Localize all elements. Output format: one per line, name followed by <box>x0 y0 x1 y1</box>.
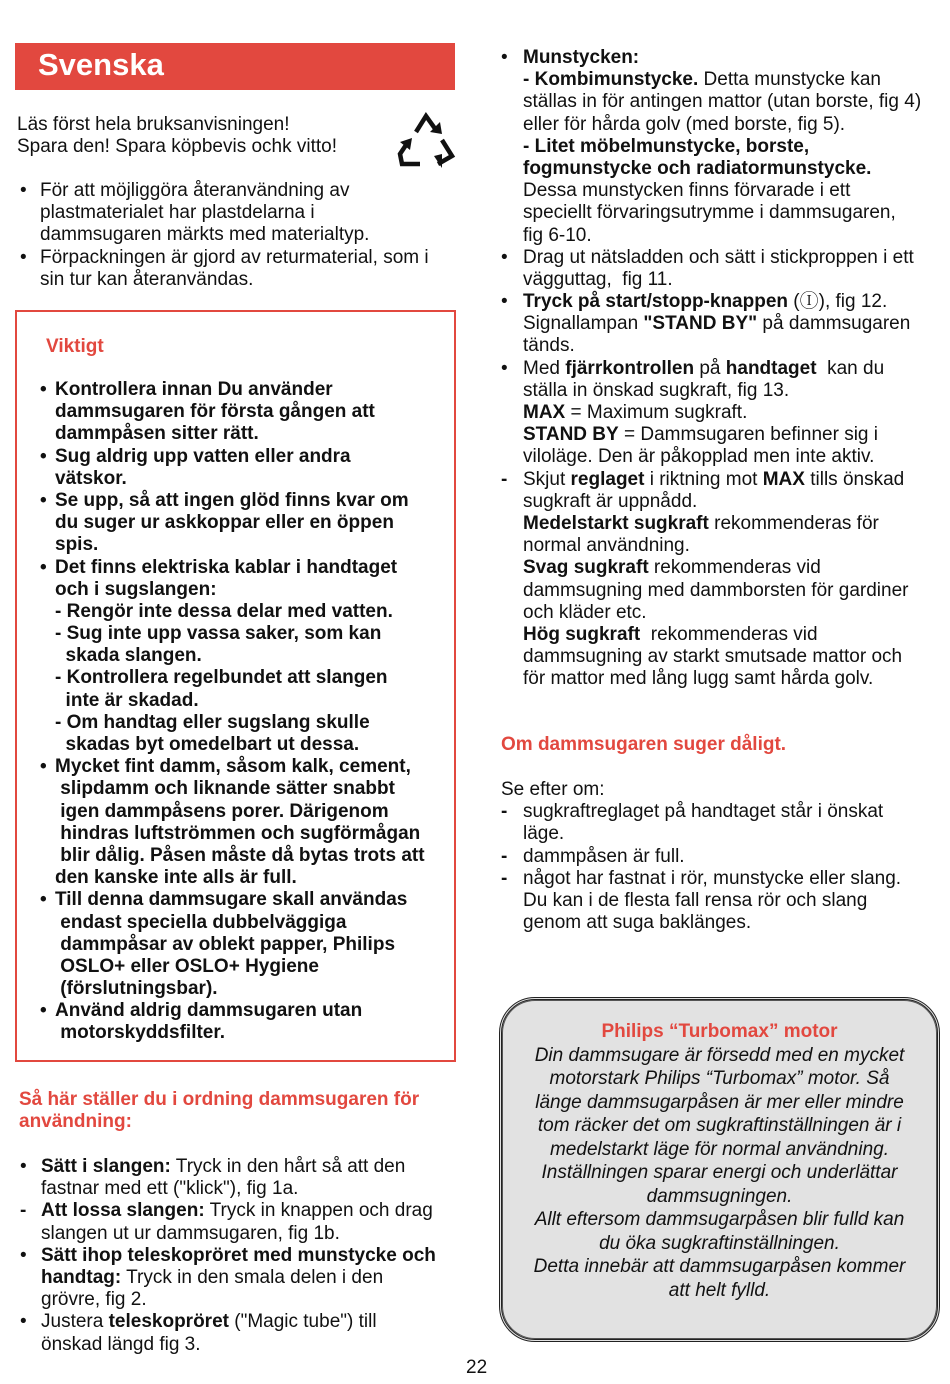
text-line <box>40 446 425 468</box>
dash-marker: - <box>501 867 508 889</box>
bullet-icon: • <box>20 1244 27 1266</box>
text-segment: Kontrollera innan Du använder <box>55 379 333 400</box>
text-segment: Se upp, så att ingen glöd finns kvar om <box>55 489 409 511</box>
text-line <box>501 47 921 69</box>
text-segment: Sätt ihop teleskopröret med munstycke och <box>41 1244 436 1266</box>
bullet-icon: • <box>40 489 47 511</box>
bullet-icon: • <box>40 889 47 911</box>
text-line <box>501 313 921 335</box>
text-segment: rekommenderas vid <box>640 623 818 645</box>
text-line <box>20 1334 436 1356</box>
turbomax-text-line: Allt eftersom dammsugarpåsen blir fulld kan <box>534 1209 905 1230</box>
text-segment: - Litet möbelmunstycke, borste, <box>523 135 810 157</box>
text-segment: Tryck in knappen och drag <box>204 1200 433 1222</box>
text-segment: hindras luftströmmen och sugförmågan <box>55 822 421 844</box>
bullet-icon: • <box>20 1156 27 1177</box>
text-segment: fogmunstycke och radiatormunstycke. <box>523 157 872 179</box>
text-segment: igen dammpåsens porer. Därigenom <box>55 800 389 822</box>
text-line <box>40 712 425 734</box>
turbomax-text-line: att helt fylld. <box>668 1279 771 1301</box>
text-line <box>40 468 425 490</box>
text-segment: MAX <box>762 468 805 490</box>
text-segment: plastmaterialet har plastdelarna i <box>40 202 315 224</box>
text-segment: du suger ur askkoppar eller en öppen <box>55 512 394 534</box>
text-segment: spis. <box>55 534 99 556</box>
text-segment: normal användning. <box>523 535 690 557</box>
text-segment: dammsugning med dammborsten för gardiner <box>523 579 909 601</box>
text-segment: - Kontrollera regelbundet att slangen <box>55 667 388 689</box>
text-segment: Att lossa slangen: <box>41 1200 205 1222</box>
text-segment: Se efter om: <box>501 779 605 800</box>
text-segment: dammpåsar av oblekt papper, Philips <box>55 933 396 955</box>
text-line <box>40 823 425 845</box>
text-line <box>501 890 901 912</box>
text-line <box>40 512 425 534</box>
text-line <box>501 91 921 113</box>
text-segment: Mycket fint damm, såsom kalk, cement, <box>55 756 411 778</box>
text-segment: Spara den! Spara köpbevis ochk vitto! <box>17 136 338 158</box>
text-segment: handtag: <box>41 1266 122 1288</box>
text-line <box>20 1200 436 1222</box>
bullet-icon: • <box>501 47 508 68</box>
text-segment: Läs först hela bruksanvisningen! <box>17 114 290 135</box>
text-segment: Till denna dammsugare skall användas <box>55 889 408 911</box>
text-segment: dammsugaren märkts med materialtyp. <box>40 224 370 246</box>
text-segment: dammsugning av starkt smutsade mattor och <box>523 646 903 668</box>
text-segment: skada slangen. <box>55 645 202 667</box>
text-line <box>501 823 901 845</box>
bullet-icon: • <box>40 756 47 778</box>
text-segment: Med <box>523 357 566 379</box>
text-segment: Justera <box>41 1311 109 1333</box>
text-segment: = Maximum sugkraft. <box>565 402 748 423</box>
text-line <box>501 557 921 579</box>
turbomax-text-line: länge dammsugarpåsen är mer eller mindre <box>535 1091 904 1113</box>
text-line <box>40 579 425 601</box>
setup-list <box>20 1156 436 1356</box>
text-line <box>501 69 921 91</box>
turbomax-text-line: Inställningen sparar energi och underlättar <box>541 1162 898 1183</box>
text-line <box>20 180 429 202</box>
text-line <box>501 779 901 801</box>
text-segment: sugkraftreglaget på handtaget står i önskat <box>523 801 884 823</box>
text-line <box>40 423 425 445</box>
text-segment: OSLO+ eller OSLO+ Hygiene <box>55 955 319 977</box>
text-segment: den kanske inte alls är full. <box>55 867 297 889</box>
turbomax-text-line: motorstark Philips “Turbomax” motor. Så <box>549 1068 890 1089</box>
text-line <box>20 269 429 291</box>
text-segment: Tryck in den hårt så att den <box>170 1156 406 1177</box>
text-line <box>501 912 901 934</box>
text-line <box>40 756 425 778</box>
bullet-icon: • <box>40 1000 47 1022</box>
text-line <box>501 335 921 357</box>
dash-marker: - <box>501 801 508 823</box>
text-segment: grövre, fig 2. <box>41 1289 147 1311</box>
text-line <box>501 380 921 402</box>
bullet-icon: • <box>20 1311 27 1333</box>
bullet-icon: • <box>40 379 47 400</box>
text-segment: - Om handtag eller sugslang skulle <box>55 711 370 733</box>
text-line <box>20 1223 436 1245</box>
text-segment: ställa in önskad sugkraft, fig 13. <box>523 379 790 401</box>
important-heading: Viktigt <box>46 336 104 357</box>
text-line <box>501 358 921 380</box>
text-segment: Använd aldrig dammsugaren utan <box>55 1000 363 1022</box>
setup-heading-line: användning: <box>19 1111 132 1133</box>
text-line <box>20 202 429 224</box>
text-line <box>20 1267 436 1289</box>
text-segment: teleskopröret <box>108 1311 229 1333</box>
text-line <box>40 1022 425 1044</box>
text-segment: Tryck in den smala delen i den <box>121 1266 384 1288</box>
text-segment: läge. <box>523 823 565 845</box>
text-segment: (Ⓘ), fig 12. <box>788 291 888 313</box>
text-line <box>501 846 901 868</box>
text-line <box>40 490 425 512</box>
text-line <box>501 291 921 313</box>
setup-heading-line: Så här ställer du i ordning dammsugaren för <box>19 1089 420 1110</box>
text-line <box>17 114 337 136</box>
text-segment: tänds. <box>523 335 575 357</box>
text-line <box>40 379 425 401</box>
text-line <box>501 158 921 180</box>
text-line <box>20 247 429 269</box>
text-line <box>40 845 425 867</box>
text-segment: vägguttag, fig 11. <box>523 268 673 290</box>
text-segment: endast speciella dubbelväggiga <box>55 911 347 933</box>
text-segment: Sug aldrig upp vatten eller andra <box>55 445 351 467</box>
text-segment: fastnar med ett ("klick"), fig 1a. <box>41 1178 299 1200</box>
text-segment: sin tur kan återanvändas. <box>40 268 254 290</box>
text-line <box>501 646 921 668</box>
setup-heading <box>19 1089 419 1133</box>
text-line <box>501 624 921 646</box>
text-segment: speciellt förvaringsutrymme i dammsugaren, <box>523 202 896 224</box>
text-line <box>17 136 337 158</box>
text-line <box>501 602 921 624</box>
text-line <box>501 868 901 890</box>
text-segment: Drag ut nätsladden och sätt i stickproppen i ett <box>523 246 914 268</box>
turbomax-heading: Philips “Turbomax” motor <box>601 1021 838 1042</box>
bullet-icon: • <box>20 180 27 201</box>
text-segment: rekommenderas för <box>708 512 879 534</box>
text-line <box>501 513 921 535</box>
text-segment: fjärrkontrollen <box>565 357 695 379</box>
dash-marker: - <box>501 468 508 490</box>
text-segment: önskad längd fig 3. <box>41 1333 201 1355</box>
text-segment: STAND BY <box>523 424 619 446</box>
text-segment: i riktning mot <box>644 468 763 490</box>
text-segment: ("Magic tube") till <box>228 1311 377 1333</box>
text-line <box>40 623 425 645</box>
turbomax-text-line: du öka sugkraftinställningen. <box>599 1232 840 1254</box>
text-segment: dammpåsen är full. <box>523 845 685 867</box>
text-segment: slipdamm och liknande sätter snabbt <box>55 778 395 800</box>
text-segment: vätskor. <box>55 467 127 489</box>
text-segment: Hög sugkraft <box>523 623 641 645</box>
text-line <box>40 734 425 756</box>
text-segment: Du kan i de flesta fall rensa rör och slang <box>523 889 868 911</box>
text-line <box>40 934 425 956</box>
text-segment: på <box>694 357 726 379</box>
text-line <box>501 446 921 468</box>
text-line <box>40 667 425 689</box>
text-line <box>20 1245 436 1267</box>
dash-marker: - <box>501 845 508 867</box>
text-segment: och i sugslangen: <box>55 578 217 600</box>
text-segment: på dammsugaren <box>757 313 911 335</box>
text-segment: Dessa munstycken finns förvarade i ett <box>523 180 851 202</box>
nozzles-section <box>501 47 921 690</box>
text-segment: - Rengör inte dessa delar med vatten. <box>55 600 393 622</box>
text-segment: tills önskad <box>804 468 905 490</box>
recycling-list <box>20 180 429 291</box>
text-segment: något har fastnat i rör, munstycke eller slang. <box>523 867 902 889</box>
text-segment: (förslutningsbar). <box>55 978 218 1000</box>
text-line <box>501 247 921 269</box>
text-line <box>40 889 425 911</box>
text-segment: slangen ut ur dammsugaren, fig 1b. <box>41 1222 340 1244</box>
text-line <box>40 867 425 889</box>
bullet-icon: • <box>501 246 508 268</box>
text-line <box>501 469 921 491</box>
text-line <box>501 580 921 602</box>
text-segment: - Sug inte upp vassa saker, som kan <box>55 623 382 645</box>
text-line <box>40 1000 425 1022</box>
language-title: Svenska <box>38 47 164 82</box>
text-line <box>20 1289 436 1311</box>
important-list <box>40 379 425 1045</box>
text-line <box>20 1156 436 1178</box>
text-segment: Förpackningen är gjord av returmaterial, som i <box>40 246 429 268</box>
bullet-icon: • <box>20 246 27 268</box>
turbomax-text-line: medelstarkt läge för normal användning. <box>549 1138 890 1160</box>
text-line <box>501 225 921 247</box>
text-line <box>40 534 425 556</box>
text-line <box>20 224 429 246</box>
bullet-icon: • <box>40 445 47 467</box>
trouble-list <box>501 779 901 934</box>
bullet-icon: • <box>40 556 47 578</box>
text-line <box>40 912 425 934</box>
text-segment: För att möjliggöra återanvändning av <box>40 180 350 201</box>
text-segment: Medelstarkt sugkraft <box>523 512 709 534</box>
text-segment: Signallampan <box>523 313 644 335</box>
text-segment: viloläge. Den är påkopplad men inte aktiv. <box>523 446 875 468</box>
text-line <box>501 402 921 424</box>
text-segment: Detta munstycke kan <box>698 69 881 91</box>
text-line <box>501 202 921 224</box>
text-segment: Svag sugkraft <box>523 557 649 579</box>
text-segment: Skjut <box>523 468 571 490</box>
intro-text <box>17 114 337 158</box>
text-segment: kan du <box>816 357 885 379</box>
text-segment: = Dammsugaren befinner sig i <box>618 424 878 446</box>
text-line <box>20 1311 436 1333</box>
text-segment: blir dålig. Påsen måste då bytas trots att <box>55 844 425 866</box>
text-line <box>501 424 921 446</box>
language-header <box>15 43 455 90</box>
text-line <box>501 136 921 158</box>
bullet-icon: • <box>501 291 508 313</box>
text-line <box>501 269 921 291</box>
text-segment: skadas byt omedelbart ut dessa. <box>55 734 360 755</box>
text-line <box>40 601 425 623</box>
text-segment: - Kombimunstycke. <box>523 69 699 91</box>
text-line <box>40 690 425 712</box>
text-segment: genom att suga baklänges. <box>523 912 752 934</box>
text-segment: Munstycken: <box>523 47 640 68</box>
text-line <box>501 114 921 136</box>
text-segment: ställas in för antingen mattor (utan borste, fig 4) <box>523 91 922 113</box>
text-line <box>40 401 425 423</box>
text-line <box>40 978 425 1000</box>
text-segment: handtaget <box>725 357 817 379</box>
text-line <box>40 801 425 823</box>
text-line <box>501 491 921 513</box>
text-segment: dammsugaren för första gången att <box>55 401 375 423</box>
recycling-icon <box>396 110 456 170</box>
trouble-heading: Om dammsugaren suger dåligt. <box>501 734 787 755</box>
text-segment: "STAND BY" <box>643 313 758 335</box>
page-number: 22 <box>466 1357 488 1378</box>
text-line <box>40 645 425 667</box>
turbomax-text-line: Din dammsugare är försedd med en mycket <box>534 1044 905 1066</box>
text-segment: motorskyddsfilter. <box>55 1022 225 1044</box>
text-segment: MAX <box>523 402 566 423</box>
text-segment: och kläder etc. <box>523 601 647 623</box>
text-line <box>20 1178 436 1200</box>
text-segment: eller för hårda golv (med borste, fig 5). <box>523 113 846 135</box>
text-line <box>40 778 425 800</box>
text-segment: sugkraft är uppnådd. <box>523 490 698 512</box>
text-segment: fig 6-10. <box>523 224 592 246</box>
text-segment: dammpåsen sitter rätt. <box>55 423 259 445</box>
text-segment: rekommenderas vid <box>648 557 821 579</box>
dash-marker: - <box>20 1200 27 1222</box>
turbomax-info-box <box>499 997 940 1342</box>
text-line <box>40 956 425 978</box>
text-segment: Sätt i slangen: <box>41 1156 171 1177</box>
text-line <box>501 801 901 823</box>
turbomax-text-line: tom räcker det om sugkraftinställningen är i <box>537 1115 902 1136</box>
text-line <box>501 180 921 202</box>
text-segment: för mattor med lång lugg samt hårda golv. <box>523 668 874 690</box>
text-segment: Det finns elektriska kablar i handtaget <box>55 556 398 578</box>
turbomax-text-line: dammsugningen. <box>646 1185 793 1207</box>
text-line <box>40 557 425 579</box>
text-line <box>501 535 921 557</box>
text-line <box>501 668 921 690</box>
turbomax-text-line: Detta innebär att dammsugarpåsen kommer <box>533 1256 906 1277</box>
text-segment: Tryck på start/stopp-knappen <box>523 291 789 313</box>
text-segment: inte är skadad. <box>55 689 199 711</box>
bullet-icon: • <box>501 357 508 379</box>
text-segment: reglaget <box>570 468 645 490</box>
